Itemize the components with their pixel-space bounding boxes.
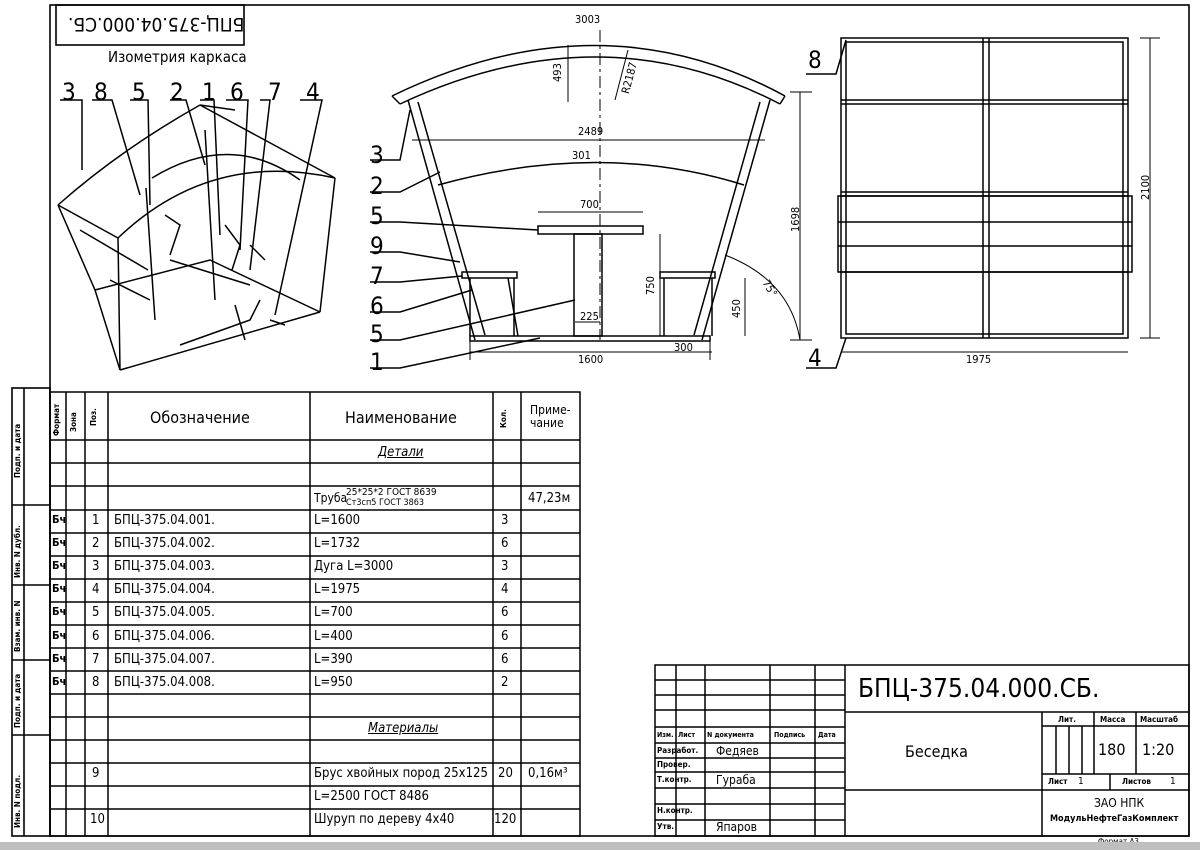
tb-scale-val: 1:20	[1142, 740, 1175, 759]
tb-org2: МодульНефтеГазКомплект	[1050, 814, 1179, 824]
tb-col-label: Подпись	[774, 731, 806, 739]
tb-lit: Лит.	[1058, 715, 1076, 724]
spec-row-format: Бч	[52, 536, 67, 549]
tb-col-label: Дата	[818, 731, 836, 739]
spec-row-qty: 2	[501, 675, 509, 690]
dim-arc-height: 493	[551, 63, 564, 82]
tb-role: Утв.	[657, 822, 675, 831]
dim-side-height: 2100	[1139, 174, 1152, 200]
spec-row-pos: 2	[92, 536, 100, 551]
title-name: Беседка	[905, 742, 968, 761]
tb-sheet: Лист	[1048, 777, 1068, 786]
tb-col-label: Лист	[678, 731, 696, 739]
dim-table-height: 750	[644, 276, 657, 295]
iso-callout: 6	[230, 78, 244, 106]
spec-row-format: Бч	[52, 675, 67, 688]
spec-row-name: Дуга L=3000	[314, 559, 394, 574]
spec-row-name: L=1732	[314, 536, 361, 551]
spec-row-qty: 3	[501, 559, 509, 574]
hdr-zone: Зона	[69, 412, 78, 432]
iso-callout: 8	[94, 78, 108, 106]
front-callout: 3	[370, 141, 384, 169]
tb-person: Гураба	[716, 773, 756, 787]
tb-person: Федяев	[716, 744, 759, 758]
front-callout: 6	[370, 292, 384, 320]
isometric-view	[58, 100, 335, 370]
spec-row-qty: 6	[501, 652, 509, 667]
dim-table-width: 700	[580, 198, 599, 211]
spec-row-pos: 7	[92, 652, 100, 667]
row10-qty: 120	[494, 812, 517, 827]
tb-org1: ЗАО НПК	[1094, 796, 1145, 810]
spec-row-designation: БПЦ-375.04.006.	[114, 629, 215, 644]
side-callout: 8	[808, 46, 822, 74]
front-callout: 5	[370, 320, 384, 348]
tb-sheets-num: 1	[1170, 776, 1176, 787]
hdr-format: Формат	[52, 403, 61, 436]
iso-title: Изометрия каркаса	[108, 48, 247, 66]
tube-note: 47,23м	[528, 491, 571, 506]
dim-radius: R2187	[619, 60, 640, 96]
spec-row-name: L=400	[314, 629, 353, 644]
spec-row-name: L=950	[314, 675, 353, 690]
spec-row-designation: БПЦ-375.04.005.	[114, 605, 215, 620]
spec-row-qty: 6	[501, 605, 509, 620]
side-label: Инв. N подл.	[13, 774, 22, 828]
side-label: Инв. N дубл.	[13, 525, 22, 578]
spec-row-designation: БПЦ-375.04.004.	[114, 582, 215, 597]
title-code: БПЦ-375.04.000.СБ.	[858, 674, 1100, 704]
tb-sheet-num: 1	[1078, 776, 1084, 787]
tb-mass-val: 180	[1098, 740, 1126, 759]
spec-row-designation: БПЦ-375.04.007.	[114, 652, 215, 667]
front-callout: 5	[370, 202, 384, 230]
tb-sheets: Листов	[1122, 777, 1151, 786]
spec-row-designation: БПЦ-375.04.002.	[114, 536, 215, 551]
hdr-name: Наименование	[345, 408, 457, 427]
side-label: Подп. и дата	[13, 423, 22, 478]
row10-name: Шуруп по дереву 4х40	[314, 812, 455, 827]
row9-qty: 20	[498, 766, 513, 781]
tb-role: Т.контр.	[657, 775, 692, 784]
dim-arc-length: 3003	[575, 13, 601, 26]
spec-row-format: Бч	[52, 582, 67, 595]
spec-row-qty: 6	[501, 536, 509, 551]
row9-name: Брус хвойных пород 25х125	[314, 766, 488, 781]
spec-row-designation: БПЦ-375.04.008.	[114, 675, 215, 690]
tb-role: Разработ.	[657, 746, 699, 755]
dim-height: 1698	[789, 206, 802, 232]
hdr-pos: Поз.	[89, 408, 98, 426]
tube-name: Труба	[314, 491, 348, 505]
dim-angle: 75°	[759, 277, 780, 300]
tb-col-label: Изм.	[657, 731, 674, 739]
spec-row-designation: БПЦ-375.04.001.	[114, 513, 215, 528]
spec-row-pos: 6	[92, 629, 100, 644]
spec-row-qty: 3	[501, 513, 509, 528]
iso-callout: 4	[306, 78, 320, 106]
side-view	[806, 38, 1160, 372]
iso-callout: 7	[268, 78, 282, 106]
spec-row-name: L=1975	[314, 582, 361, 597]
section-materials: Материалы	[368, 721, 439, 736]
side-label: Подп. и дата	[13, 673, 22, 728]
front-callout: 1	[370, 348, 384, 376]
row9-name2: L=2500 ГОСТ 8486	[314, 789, 429, 804]
dim-top-width: 2489	[578, 125, 604, 138]
dim-inner-arc: 301	[572, 149, 591, 162]
tb-person: Япаров	[716, 820, 757, 834]
spec-row-pos: 3	[92, 559, 100, 574]
row9-pos: 9	[92, 766, 100, 781]
hdr-designation: Обозначение	[150, 408, 250, 427]
spec-row-designation: БПЦ-375.04.003.	[114, 559, 215, 574]
spec-row-pos: 5	[92, 605, 100, 620]
bottom-bar	[0, 842, 1200, 850]
dim-bench: 300	[674, 341, 693, 354]
side-label: Взам. инв. N	[13, 600, 22, 652]
iso-callout: 5	[132, 78, 146, 106]
tb-scale: Масштаб	[1140, 715, 1178, 724]
spec-row-pos: 4	[92, 582, 100, 597]
tb-role: Провер.	[657, 760, 691, 769]
tube-spec-b: Ст3сп5 ГОСТ 3863	[346, 498, 425, 508]
front-callout: 7	[370, 262, 384, 290]
hdr-qty: Кол.	[499, 409, 508, 428]
tube-spec-a: 25*25*2 ГОСТ 8639	[346, 487, 437, 498]
spec-row-format: Бч	[52, 629, 67, 642]
iso-callout: 2	[170, 78, 184, 106]
iso-callout: 3	[62, 78, 76, 106]
iso-callout: 1	[202, 78, 216, 106]
row9-note: 0,16м³	[528, 766, 568, 781]
front-callout: 2	[370, 172, 384, 200]
spec-row-qty: 6	[501, 629, 509, 644]
tb-role: Н.контр.	[657, 806, 693, 815]
dim-bench-height: 450	[730, 299, 743, 318]
hdr-note: Приме- чание	[530, 403, 571, 431]
spec-row-format: Бч	[52, 605, 67, 618]
spec-row-name: L=700	[314, 605, 353, 620]
row10-pos: 10	[90, 812, 105, 827]
top-stamp: БПЦ-375.04.000.СБ.	[68, 13, 245, 35]
spec-row-qty: 4	[501, 582, 509, 597]
section-details: Детали	[378, 445, 424, 460]
spec-row-format: Бч	[52, 559, 67, 572]
front-callout: 9	[370, 232, 384, 260]
dim-side-width: 1975	[966, 353, 992, 366]
tb-col-label: N документа	[707, 731, 754, 739]
spec-row-pos: 8	[92, 675, 100, 690]
side-callout: 4	[808, 344, 822, 372]
spec-row-format: Бч	[52, 652, 67, 665]
dim-leg: 225	[580, 310, 599, 323]
spec-row-name: L=390	[314, 652, 353, 667]
spec-row-name: L=1600	[314, 513, 361, 528]
tb-mass: Масса	[1100, 715, 1126, 724]
spec-row-pos: 1	[92, 513, 100, 528]
spec-row-format: Бч	[52, 513, 67, 526]
dim-base: 1600	[578, 353, 604, 366]
